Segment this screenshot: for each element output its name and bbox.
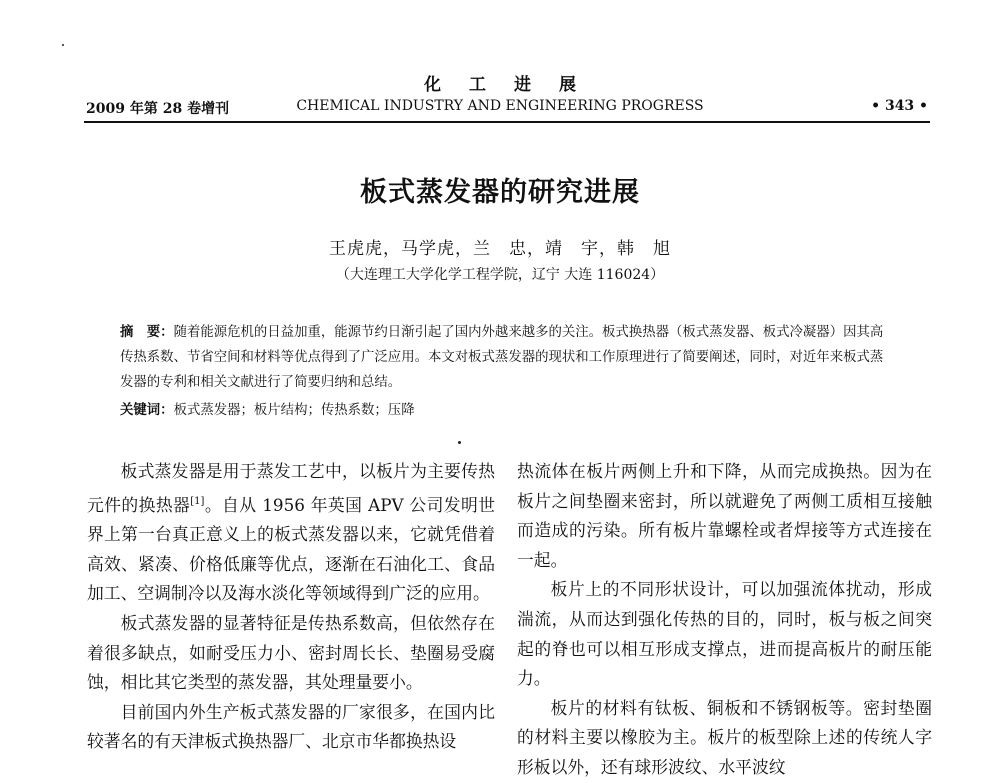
scan-speck bbox=[458, 441, 461, 444]
scan-speck bbox=[62, 44, 64, 46]
body-paragraph: 目前国内外生产板式蒸发器的厂家很多，在国内比较著名的有天津板式换热器厂、北京市华都换热设 bbox=[87, 701, 495, 752]
body-paragraph: 板式蒸发器的显著特征是传热系数高，但依然存在着很多缺点，如耐受压力小、密封周长长、垫圈易受腐蚀，相比其它类型的蒸发器，其处理量要小。 bbox=[87, 612, 495, 693]
keywords bbox=[120, 399, 890, 418]
page-number: • 343 • bbox=[871, 98, 928, 114]
abstract-text: 随着能源危机的日益加重，能源节约日渐引起了国内外越来越多的关注。板式换热器（板式蒸发器、板式冷凝器）因其高传热系数、节省空间和材料等优点得到了广泛应用。本文对板式蒸发器的现状和工作原理进行了简要阐述，同时，对近年来板式蒸发器的专利和相关文献进行了简要归纳和总结。 bbox=[120, 325, 884, 390]
journal-name-chinese: 化工进展 bbox=[424, 75, 604, 95]
volume-info: 2009 年第 28 卷增刊 bbox=[86, 101, 230, 117]
header-rule bbox=[84, 121, 930, 123]
body-paragraph bbox=[87, 457, 495, 609]
citation-ref: [1] bbox=[190, 495, 205, 507]
body-column-right bbox=[517, 457, 932, 783]
author-list: 王虎虎，马学虎，兰 忠，靖 宇，韩 旭 bbox=[329, 239, 671, 259]
keywords-label: 关键词： bbox=[120, 402, 174, 418]
abstract-label: 摘 要： bbox=[120, 324, 174, 340]
keywords-text: 板式蒸发器；板片结构；传热系数；压降 bbox=[173, 403, 415, 418]
article-title: 板式蒸发器的研究进展 bbox=[360, 177, 640, 208]
body-paragraph: 板片上的不同形状设计，可以加强流体扰动，形成湍流，从而达到强化传热的目的，同时，板与板之间突起的脊也可以相互形成支撑点，进而提高板片的耐压能力。 bbox=[517, 579, 932, 689]
journal-name-english: CHEMICAL INDUSTRY AND ENGINEERING PROGRESS bbox=[296, 98, 704, 114]
paragraph-text: 。自从 1956 年英国 APV 公司发明世界上第一台真正意义上的板式蒸发器以来，它就凭借着高效、紧凑、价格低廉等优点，逐渐在石油化工、食品加工、空调制冷以及海水淡化等领域得到广泛的应用。 bbox=[87, 494, 495, 604]
body-paragraph: 板片的材料有钛板、铜板和不锈钢板等。密封垫圈的材料主要以橡胶为主。板片的板型除上述的传统人字形板以外，还有球形波纹、水平波纹 bbox=[517, 697, 932, 777]
body-column-left bbox=[87, 457, 495, 757]
paragraph-text: 板式蒸发器是用于蒸发工艺中，以板片为主要传热元件的换热器 bbox=[87, 461, 495, 515]
abstract bbox=[120, 320, 890, 395]
body-paragraph: 热流体在板片两侧上升和下降，从而完成换热。因为在板片之间垫圈来密封，所以就避免了两侧工质相互接触而造成的污染。所有板片靠螺栓或者焊接等方式连接在一起。 bbox=[517, 461, 932, 570]
affiliation: （大连理工大学化学工程学院，辽宁 大连 116024） bbox=[335, 267, 665, 283]
